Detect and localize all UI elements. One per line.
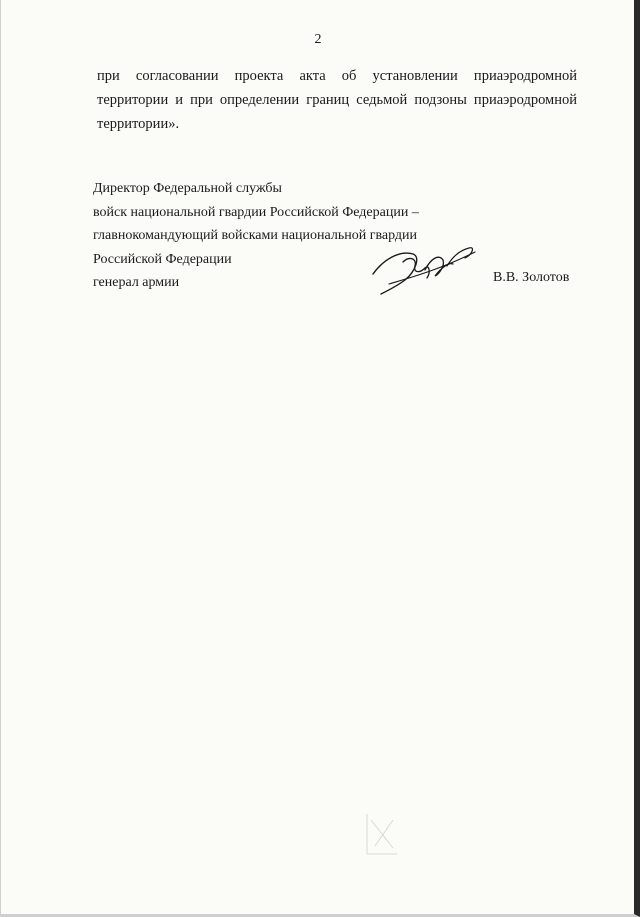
paragraph-line: территории». [97,116,180,132]
paragraph-line: территории и при определении границ седьмой подзоны приаэродромной [97,92,577,108]
signer-title-line: Российской Федерации [93,251,232,267]
signer-name: В.В. Золотов [493,270,570,285]
paragraph-line: при согласовании проекта акта об установлении приаэродромной [97,68,577,84]
signer-rank: генерал армии [93,275,180,290]
body-paragraph [97,64,577,136]
faint-stamp-mark [363,810,401,858]
signer-title-line: войск национальной гвардии Российской Федерации – [93,204,419,220]
page-number: 2 [314,32,322,47]
handwritten-signature [369,232,479,302]
signer-title-line: Директор Федеральной службы [93,181,282,196]
signer-title-line: главнокомандующий войсками национальной гвардии [93,228,418,243]
